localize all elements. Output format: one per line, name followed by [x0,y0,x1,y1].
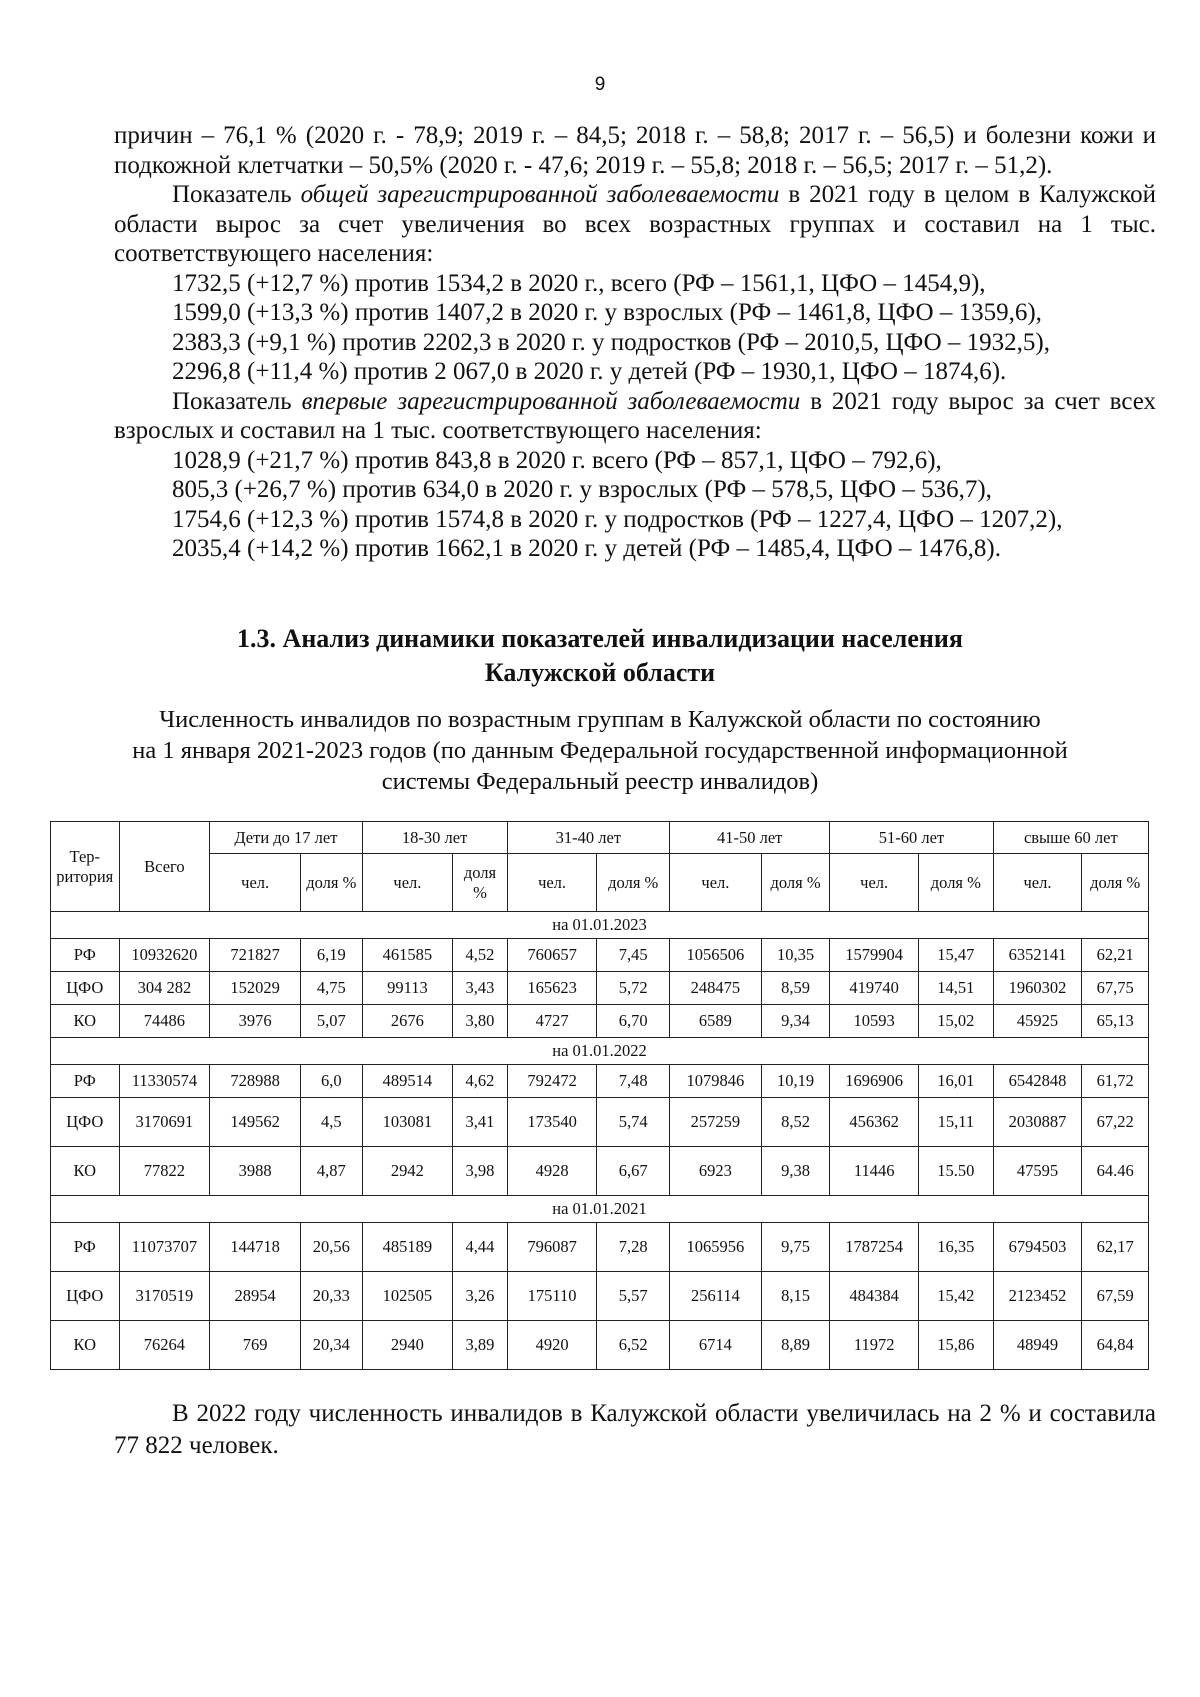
header-group: Дети до 17 лет [210,822,362,854]
section-heading [0,622,1200,690]
paragraph-first-morbidity: Показатель впервые зарегистрированной заболеваемости в 2021 году вырос за счет всех взрослых и составил на 1 тыс. соответствующего населения: [114,387,1156,444]
table-cell: 152029 [210,972,301,1005]
caption-line: системы Федеральный реестр инвалидов) [381,768,819,795]
table-cell: 1056506 [670,939,762,972]
table-cell: 2676 [362,1005,453,1038]
table-cell: 62,21 [1082,939,1149,972]
header-count: чел. [830,854,919,912]
list-item: 1028,9 (+21,7 %) против 843,8 в 2020 г. всего (РФ – 857,1, ЦФО – 792,6), [172,446,942,474]
table-cell: 6,67 [597,1147,670,1196]
intro-text [114,121,1156,564]
table-cell: 1065956 [670,1223,762,1272]
table-cell: 1787254 [830,1223,919,1272]
table-cell: 6,19 [301,939,363,972]
table-cell: 20,33 [301,1272,363,1321]
table-cell: 1960302 [993,972,1082,1005]
table-cell: 15,86 [919,1321,994,1370]
table-cell: 256114 [670,1272,762,1321]
table-cell: 28954 [210,1272,301,1321]
table-cell: 4,75 [301,972,363,1005]
table-row [51,939,1149,972]
table-cell: 489514 [362,1065,453,1098]
table-cell: 65,13 [1082,1005,1149,1038]
table-body [51,912,1149,1370]
table-cell: 64,84 [1082,1321,1149,1370]
table-cell: 2940 [362,1321,453,1370]
general-morbidity-list [114,269,1156,387]
table-cell: 7,45 [597,939,670,972]
table-cell: 1696906 [830,1065,919,1098]
list-item: 2383,3 (+9,1 %) против 2202,3 в 2020 г. у подростков (РФ – 2010,5, ЦФО – 1932,5), [172,328,1050,356]
table-cell: 4727 [507,1005,597,1038]
paragraph-conclusion: В 2022 году численность инвалидов в Калужской области увеличилась на 2 % и составила 77 822 человек. [114,1400,1156,1459]
table-cell: 175110 [507,1272,597,1321]
header-territory: Тер-ритория [51,822,120,912]
table-cell: 6,0 [301,1065,363,1098]
table-caption [100,704,1100,797]
table-cell: 64.46 [1082,1147,1149,1196]
section-heading-line: Калужской области [484,658,716,687]
list-item: 2035,4 (+14,2 %) против 1662,1 в 2020 г. у детей (РФ – 1485,4, ЦФО – 1476,8). [172,535,1001,562]
table-cell: 165623 [507,972,597,1005]
table-cell: 728988 [210,1065,301,1098]
list-item: 1754,6 (+12,3 %) против 1574,8 в 2020 г. у подростков (РФ – 1227,4, ЦФО – 1207,2), [172,505,1063,533]
table-cell: 76264 [119,1321,210,1370]
header-share: доля % [1082,854,1149,912]
date-label: на 01.01.2023 [51,912,1149,939]
table-cell: 3,43 [453,972,507,1005]
table-cell: 1579904 [830,939,919,972]
table-cell: 2123452 [993,1272,1082,1321]
header-share: доля % [597,854,670,912]
table-cell: 484384 [830,1272,919,1321]
table-cell: 173540 [507,1098,597,1147]
conclusion-text [114,1398,1156,1462]
table-cell: 74486 [119,1005,210,1038]
table-cell: 5,07 [301,1005,363,1038]
table-cell: 6,52 [597,1321,670,1370]
table-cell: 11330574 [119,1065,210,1098]
header-count: чел. [670,854,762,912]
list-item: 1599,0 (+13,3 %) против 1407,2 в 2020 г. у взрослых (РФ – 1461,8, ЦФО – 1359,6), [172,299,1042,326]
table-row [51,1065,1149,1098]
header-share: доля % [453,854,507,912]
table-cell: 6589 [670,1005,762,1038]
table-row [51,1147,1149,1196]
emphasis-general-morbidity: общей зарегистрированной заболеваемости [300,181,780,208]
list-item: 1732,5 (+12,7 %) против 1534,2 в 2020 г., всего (РФ – 1561,1, ЦФО – 1454,9), [172,269,986,297]
table-cell: 6714 [670,1321,762,1370]
header-share: доля % [919,854,994,912]
table-cell: 15.50 [919,1147,994,1196]
paragraph-causes: причин – 76,1 % (2020 г. - 78,9; 2019 г. – 84,5; 2018 г. – 58,8; 2017 г. – 56,5) и болезни кожи и подкожной клетчатки – 50,5% (2020 г. - 47,6; 2019 г. – 55,8; 2018 г. – 56,5; 2017 г. – 51,2). [114,122,1156,179]
paragraph-general-morbidity: Показатель общей зарегистрированной заболеваемости в 2021 году в целом в Калужской области вырос за счет увеличения во всех возрастных группах и составил на 1 тыс. соответствующего населения: [114,181,1156,267]
table-cell: 485189 [362,1223,453,1272]
date-label: на 01.01.2021 [51,1196,1149,1223]
table-cell: 10,19 [761,1065,830,1098]
table-cell: 10,35 [761,939,830,972]
section-heading-line: 1.3. Анализ динамики показателей инвалидизации населения [237,624,963,653]
table-cell: 47595 [993,1147,1082,1196]
table-cell: 769 [210,1321,301,1370]
header-group: 31-40 лет [507,822,669,854]
table-cell: 20,34 [301,1321,363,1370]
table-cell: 792472 [507,1065,597,1098]
header-count: чел. [507,854,597,912]
table-cell: 4928 [507,1147,597,1196]
table-cell: 3,41 [453,1098,507,1147]
table-cell: 11446 [830,1147,919,1196]
table-cell: 1079846 [670,1065,762,1098]
table-cell: 3170519 [119,1272,210,1321]
table-cell: 67,75 [1082,972,1149,1005]
table-cell: 8,59 [761,972,830,1005]
table-cell: 257259 [670,1098,762,1147]
table-cell: 15,42 [919,1272,994,1321]
table-cell: 4,87 [301,1147,363,1196]
table-cell: 3976 [210,1005,301,1038]
table-cell: 8,15 [761,1272,830,1321]
table-cell: 16,01 [919,1065,994,1098]
header-group: свыше 60 лет [993,822,1148,854]
header-total: Всего [119,822,210,912]
table-row [51,1223,1149,1272]
table-row [51,1098,1149,1147]
date-row [51,1196,1149,1223]
table-cell: 20,56 [301,1223,363,1272]
table-cell: 67,22 [1082,1098,1149,1147]
table-cell: 304 282 [119,972,210,1005]
territory-cell: КО [51,1147,120,1196]
table-cell: 3,89 [453,1321,507,1370]
emphasis-first-morbidity: впервые зарегистрированной заболеваемости [301,387,801,415]
table-cell: 16,35 [919,1223,994,1272]
table-cell: 248475 [670,972,762,1005]
table-cell: 67,59 [1082,1272,1149,1321]
table-cell: 102505 [362,1272,453,1321]
table-cell: 6352141 [993,939,1082,972]
table-cell: 5,72 [597,972,670,1005]
table-cell: 3,80 [453,1005,507,1038]
territory-cell: ЦФО [51,972,120,1005]
table-cell: 45925 [993,1005,1082,1038]
date-label: на 01.01.2022 [51,1038,1149,1065]
table-cell: 461585 [362,939,453,972]
date-row [51,912,1149,939]
header-count: чел. [362,854,453,912]
table-row [51,972,1149,1005]
table-cell: 10593 [830,1005,919,1038]
table-cell: 3988 [210,1147,301,1196]
table-cell: 8,52 [761,1098,830,1147]
disability-table [50,821,1149,1370]
table-cell: 4920 [507,1321,597,1370]
table-cell: 14,51 [919,972,994,1005]
header-group: 51-60 лет [830,822,993,854]
table-cell: 15,47 [919,939,994,972]
table-cell: 77822 [119,1147,210,1196]
header-group: 41-50 лет [670,822,830,854]
page-number: 9 [594,74,606,95]
caption-line: Численность инвалидов по возрастным группам в Калужской области по состоянию [159,706,1041,733]
table-cell: 62,17 [1082,1223,1149,1272]
table-cell: 6,70 [597,1005,670,1038]
table-cell: 2030887 [993,1098,1082,1147]
table-row [51,1005,1149,1038]
table-cell: 9,75 [761,1223,830,1272]
table-cell: 11972 [830,1321,919,1370]
list-item: 2296,8 (+11,4 %) против 2 067,0 в 2020 г. у детей (РФ – 1930,1, ЦФО – 1874,6). [172,358,1007,385]
table-cell: 8,89 [761,1321,830,1370]
table-cell: 144718 [210,1223,301,1272]
table-cell: 6923 [670,1147,762,1196]
table-cell: 9,34 [761,1005,830,1038]
header-share: доля % [761,854,830,912]
caption-line: на 1 января 2021-2023 годов (по данным Федеральной государственной информационной [132,737,1068,764]
table-cell: 9,38 [761,1147,830,1196]
table-cell: 4,5 [301,1098,363,1147]
table-cell: 11073707 [119,1223,210,1272]
table-cell: 103081 [362,1098,453,1147]
list-item: 805,3 (+26,7 %) против 634,0 в 2020 г. у взрослых (РФ – 578,5, ЦФО – 536,7), [172,476,992,503]
table-cell: 6794503 [993,1223,1082,1272]
header-group: 18-30 лет [362,822,507,854]
table-cell: 15,11 [919,1098,994,1147]
table-cell: 796087 [507,1223,597,1272]
territory-cell: КО [51,1005,120,1038]
table-cell: 419740 [830,972,919,1005]
table-row [51,1321,1149,1370]
table-cell: 4,44 [453,1223,507,1272]
table-cell: 5,57 [597,1272,670,1321]
table-cell: 7,28 [597,1223,670,1272]
territory-cell: РФ [51,1223,120,1272]
table-cell: 48949 [993,1321,1082,1370]
table-cell: 3170691 [119,1098,210,1147]
territory-cell: РФ [51,1065,120,1098]
territory-cell: ЦФО [51,1272,120,1321]
table-cell: 15,02 [919,1005,994,1038]
table-cell: 61,72 [1082,1065,1149,1098]
table-cell: 10932620 [119,939,210,972]
header-count: чел. [993,854,1082,912]
table-cell: 7,48 [597,1065,670,1098]
table-cell: 2942 [362,1147,453,1196]
table-cell: 6542848 [993,1065,1082,1098]
table-cell: 4,62 [453,1065,507,1098]
table-cell: 760657 [507,939,597,972]
table-cell: 3,98 [453,1147,507,1196]
table-cell: 149562 [210,1098,301,1147]
table-cell: 4,52 [453,939,507,972]
header-share: доля % [301,854,363,912]
table-cell: 456362 [830,1098,919,1147]
table-cell: 721827 [210,939,301,972]
header-count: чел. [210,854,301,912]
table-cell: 3,26 [453,1272,507,1321]
territory-cell: ЦФО [51,1098,120,1147]
date-row [51,1038,1149,1065]
table-cell: 5,74 [597,1098,670,1147]
territory-cell: РФ [51,939,120,972]
first-morbidity-list [114,446,1156,564]
territory-cell: КО [51,1321,120,1370]
table-cell: 99113 [362,972,453,1005]
table-row [51,1272,1149,1321]
